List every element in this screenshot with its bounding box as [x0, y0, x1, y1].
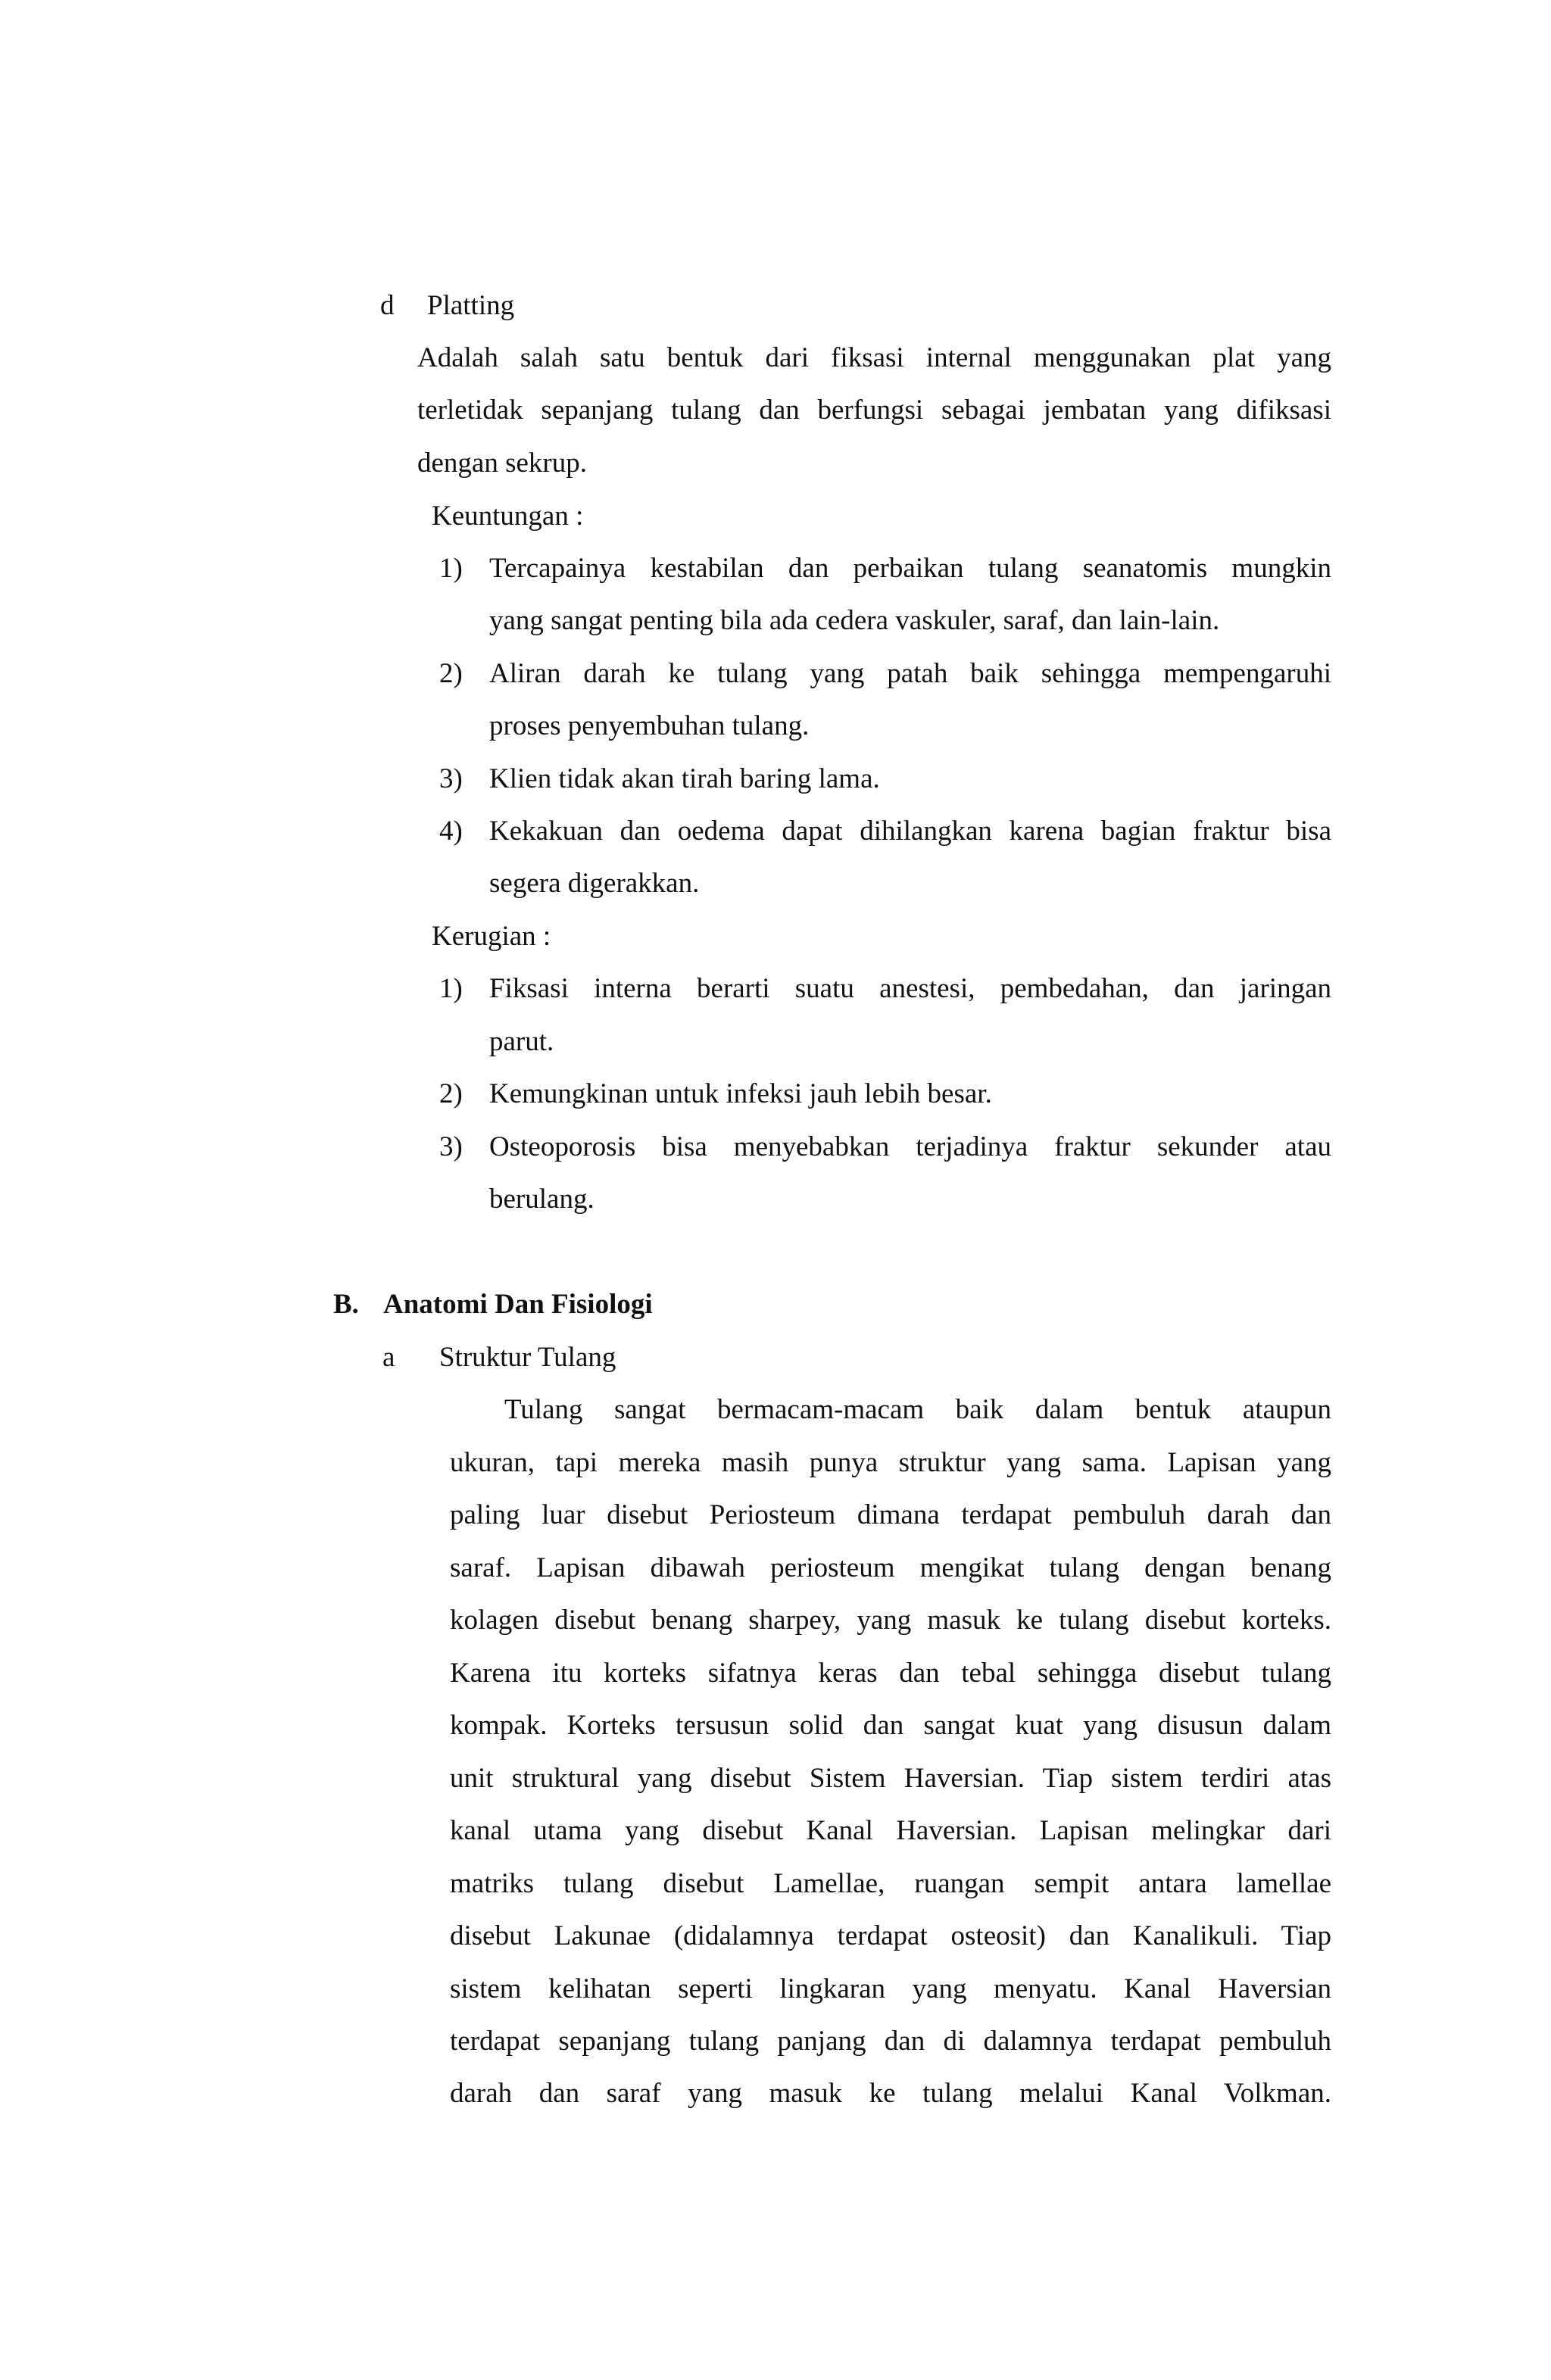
advantage-1-line-1: Tercapainya kestabilan dan perbaikan tulang seanatomis mungkin [489, 553, 1331, 584]
advantage-2-line-2: proses penyembuhan tulang. [489, 710, 810, 741]
disadvantage-1-line-1: Fiksasi interna berarti suatu anestesi, pembedahan, dan jaringan [489, 973, 1331, 1004]
section-b-heading: Anatomi Dan Fisiologi [383, 1289, 653, 1320]
paragraph-line-2: ukuran, tapi mereka masih punya struktur yang sama. Lapisan yang [450, 1447, 1331, 1478]
paragraph-line-4: saraf. Lapisan dibawah periosteum mengikat tulang dengan benang [450, 1552, 1331, 1583]
disadvantage-1-number: 1) [439, 973, 463, 1004]
paragraph-line-3: paling luar disebut Periosteum dimana terdapat pembuluh darah dan [450, 1499, 1331, 1530]
paragraph-line-10: matriks tulang disebut Lamellae, ruangan sempit antara lamellae [450, 1868, 1331, 1899]
paragraph-line-8: unit struktural yang disebut Sistem Haversian. Tiap sistem terdiri atas [450, 1763, 1331, 1794]
definition-line-2: terletidak sepanjang tulang dan berfungsi sebagai jembatan yang difiksasi [417, 395, 1331, 426]
section-d-title: Platting [427, 290, 515, 321]
advantage-1-line-2: yang sangat penting bila ada cedera vaskuler, saraf, dan lain-lain. [489, 605, 1220, 636]
subsection-a-title: Struktur Tulang [439, 1342, 616, 1373]
paragraph-line-13: terdapat sepanjang tulang panjang dan di dalamnya terdapat pembuluh [450, 2026, 1331, 2057]
paragraph-line-11: disebut Lakunae (didalamnya terdapat osteosit) dan Kanalikuli. Tiap [450, 1920, 1331, 1951]
paragraph-line-6: Karena itu korteks sifatnya keras dan tebal sehingga disebut tulang [450, 1658, 1331, 1689]
disadvantage-1-line-2: parut. [489, 1026, 554, 1057]
advantage-3-number: 3) [439, 763, 463, 794]
paragraph-line-9: kanal utama yang disebut Kanal Haversian. Lapisan melingkar dari [450, 1815, 1331, 1846]
paragraph-line-12: sistem kelihatan seperti lingkaran yang menyatu. Kanal Haversian [450, 1973, 1331, 2004]
disadvantage-2-number: 2) [439, 1078, 463, 1109]
paragraph-line-14: darah dan saraf yang masuk ke tulang melalui Kanal Volkman. [450, 2078, 1331, 2109]
advantage-4-line-2: segera digerakkan. [489, 868, 700, 899]
advantage-3-line-1: Klien tidak akan tirah baring lama. [489, 763, 880, 794]
disadvantage-2-line-1: Kemungkinan untuk infeksi jauh lebih besar. [489, 1078, 992, 1109]
section-d-marker: d [380, 290, 395, 321]
advantage-2-line-1: Aliran darah ke tulang yang patah baik sehingga mempengaruhi [489, 658, 1331, 689]
disadvantage-3-number: 3) [439, 1131, 463, 1162]
paragraph-line-1: Tulang sangat bermacam-macam baik dalam bentuk ataupun [504, 1394, 1331, 1425]
advantage-1-number: 1) [439, 553, 463, 584]
paragraph-line-5: kolagen disebut benang sharpey, yang masuk ke tulang disebut korteks. [450, 1605, 1331, 1636]
disadvantages-label: Kerugian : [432, 921, 551, 952]
advantage-4-line-1: Kekakuan dan oedema dapat dihilangkan karena bagian fraktur bisa [489, 816, 1331, 847]
paragraph-line-7: kompak. Korteks tersusun solid dan sangat kuat yang disusun dalam [450, 1710, 1331, 1741]
disadvantage-3-line-2: berulang. [489, 1184, 594, 1215]
disadvantage-3-line-1: Osteoporosis bisa menyebabkan terjadinya fraktur sekunder atau [489, 1131, 1331, 1162]
advantage-4-number: 4) [439, 816, 463, 847]
definition-line-1: Adalah salah satu bentuk dari fiksasi internal menggunakan plat yang [417, 342, 1331, 373]
definition-line-3: dengan sekrup. [417, 448, 587, 479]
subsection-a-marker: a [382, 1342, 395, 1373]
advantages-label: Keuntungan : [432, 501, 584, 532]
advantage-2-number: 2) [439, 658, 463, 689]
section-b-marker: B. [333, 1289, 359, 1320]
